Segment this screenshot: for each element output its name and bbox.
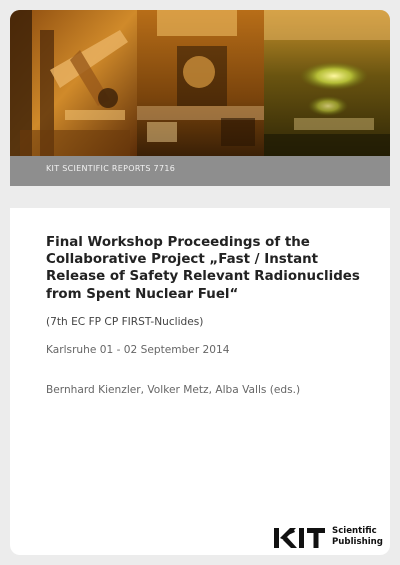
location-date: Karlsruhe 01 - 02 September 2014 [46,344,230,356]
cover-photo-glovebox [137,10,264,156]
series-label: KIT SCIENTIFIC REPORTS 7716 [46,164,176,173]
cover-photo-robotic-arm [10,10,137,156]
book-title-line: Final Workshop Proceedings of the [46,235,310,250]
editors: Bernhard Kienzler, Volker Metz, Alba Valls (eds.) [46,384,301,396]
publisher-name-line: Publishing [332,536,383,547]
kit-logo-icon [274,528,328,548]
publisher-name [332,526,390,547]
book-cover [10,10,390,555]
cover-divider [10,186,390,208]
cover-photo-laser-setup [264,10,390,156]
book-title-line: from Spent Nuclear Fuel“ [46,286,239,302]
series-band [10,156,390,186]
book-title-line: Collaborative Project „Fast / Instant [46,252,319,268]
publisher-name-line: Scientific [332,526,377,536]
book-title-line: Release of Safety Relevant Radionuclides [46,269,360,285]
cover-photo-strip [10,10,390,156]
book-title [46,234,366,303]
book-subtitle: (7th EC FP CP FIRST-Nuclides) [46,316,204,328]
